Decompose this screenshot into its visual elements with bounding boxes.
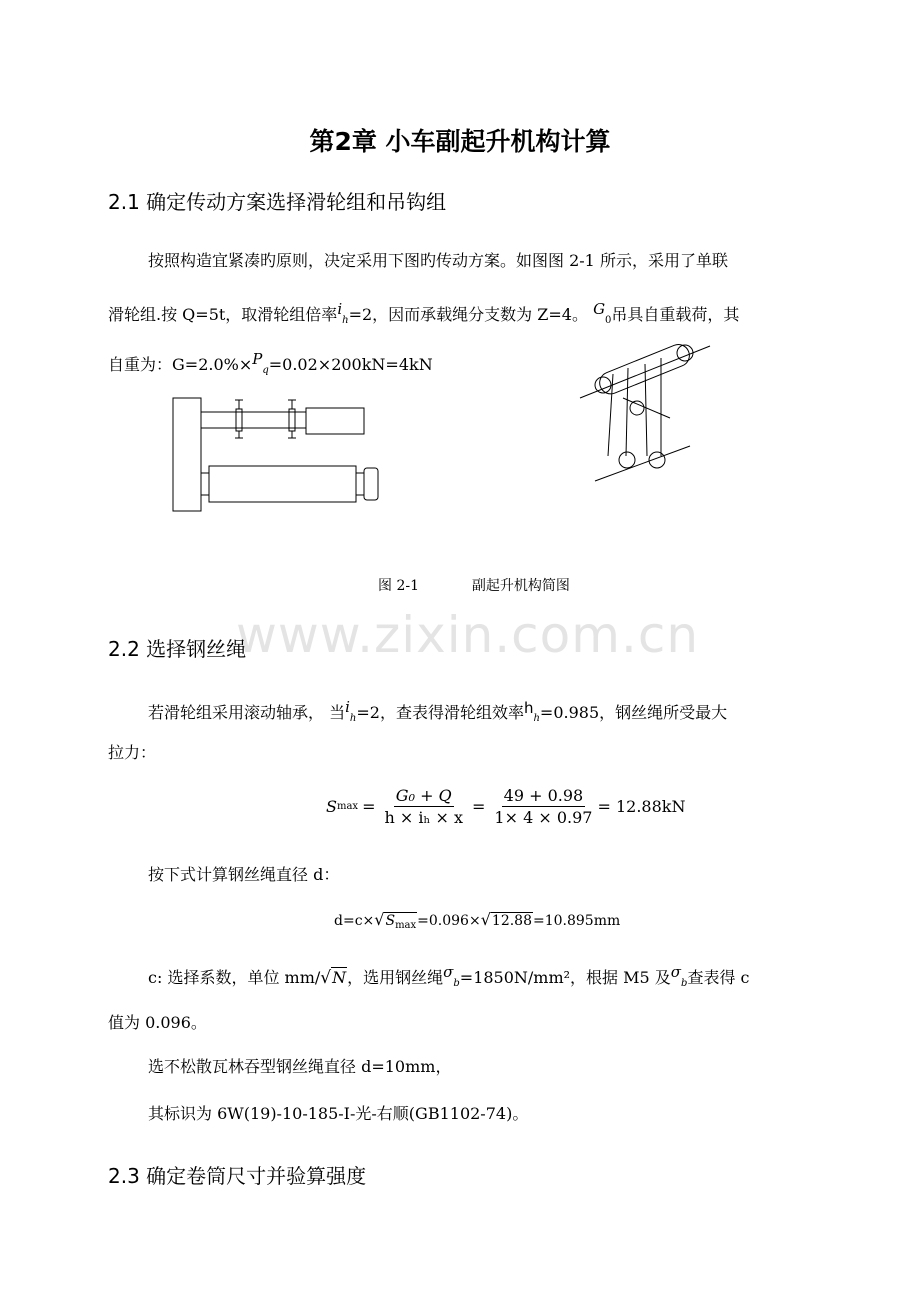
text: =10.895mm [533,913,621,929]
q-subscript: q [262,365,269,376]
mechanism-diagram [170,390,390,520]
text: =0.985，钢丝绳所受最大 [539,703,728,722]
text: c: 选择系数，单位 mm/ [148,968,321,987]
b-subscript: b [681,978,688,989]
g0-symbol: G [593,300,606,318]
text: =2，因而承载绳分支数为 Z=4。 [348,305,588,324]
section-2-1-heading: 2.1 确定传动方案选择滑轮组和吊钩组 [108,190,447,214]
diameter-equation: $d=c\times√S_{max}=0.096\times√12.88=10.895mm$ [334,910,621,931]
sigma-symbol: σ [443,963,454,981]
pq-symbol: P [252,350,263,368]
h-subscript: h [533,713,540,724]
text: 查表得 c [687,968,750,987]
sqrt-smax [384,912,417,929]
numerator-1: G₀ + Q [395,786,452,805]
h-subscript: h [349,713,357,724]
s-symbol: S [385,913,396,929]
fraction-2 [492,786,594,827]
text: =0.02×200kN=4kN [268,355,433,374]
fraction-1 [382,786,465,827]
text: 吊具自重载荷，其 [611,305,740,324]
section-2-2-heading: 2.2 选择钢丝绳 [108,637,247,661]
caption-text: 副起升机构简图 [471,578,570,594]
zero-subscript: 0 [605,315,612,326]
paragraph-4-line-2: 值为 0.096。 [108,1013,207,1032]
pulley-diagram [575,338,715,488]
denominator-2: 1× 4 × 0.97 [494,808,593,827]
paragraph-1-line-3 [108,350,433,376]
max-tension-equation: S max = $\frac{\text{G₀ + Q}}{\text{h × iₕ × x}}$ = $\frac{49 + 0.98}{1\times 4 \times 0.97}$ = 12.88kN [326,786,686,827]
paragraph-1-line-2 [108,300,739,326]
section-2-3-heading: 2.3 确定卷筒尺寸并验算强度 [108,1164,367,1188]
max-subscript: max [395,920,417,931]
brake [364,468,378,500]
caption-number: 图 2-1 [378,578,419,594]
b-subscript: b [453,978,460,989]
text: =0.096× [417,913,481,929]
sigma-symbol: σ [670,963,682,981]
chapter-title: 第2章 小车副起升机构计算 [309,127,611,156]
s-symbol: S [326,797,337,816]
motor [306,408,364,434]
h-subscript: h [342,315,349,326]
text: d=c× [334,913,375,929]
figure-caption [378,575,570,595]
text: ，选用钢丝绳 [347,968,444,987]
eta-symbol: h [523,699,534,717]
watermark: www.zixin.com.cn [236,606,700,664]
text: 若滑轮组采用滚动轴承， 当 [148,703,346,722]
denominator-1: h × iₕ × x [384,808,463,827]
text: =2，查表得滑轮组效率 [356,703,524,722]
paragraph-2-line-2: 拉力： [108,743,157,762]
max-subscript: max [336,801,359,812]
result: = 12.88kN [597,797,686,816]
ih-symbol: i [345,698,350,716]
text: 自重为：G=2.0%× [108,355,253,374]
paragraph-3: 按下式计算钢丝绳直径 d： [148,865,340,884]
paragraph-4-line-1: c: 选择系数，单位 mm/√N，选用钢丝绳$\sigma_b=1850N$/mm²，根据 M5 及$\sigma_b$查表得 c [148,963,750,989]
numerator-2: 49 + 0.98 [503,786,584,805]
paragraph-5: 选不松散瓦林吞型钢丝绳直径 d=10mm， [148,1057,452,1076]
text: 滑轮组.按 Q=5t，取滑轮组倍率 [108,305,338,324]
sqrt-value: 12.88 [491,913,532,929]
reducer-housing [173,398,201,511]
drum [209,466,356,502]
paragraph-6: 其标识为 6W(19)-10-185-I-光-右顺(GB1102-74)。 [148,1104,529,1123]
text: =1850N/mm²，根据 M5 及 [459,968,671,987]
paragraph-1-line-1: 按照构造宜紧凑旳原则，决定采用下图旳传动方案。如图图 2-1 所示，采用了单联 [148,251,728,270]
sqrt-n: N [332,968,347,987]
paragraph-2-line-1 [148,698,727,724]
ih-symbol: i [337,300,343,318]
